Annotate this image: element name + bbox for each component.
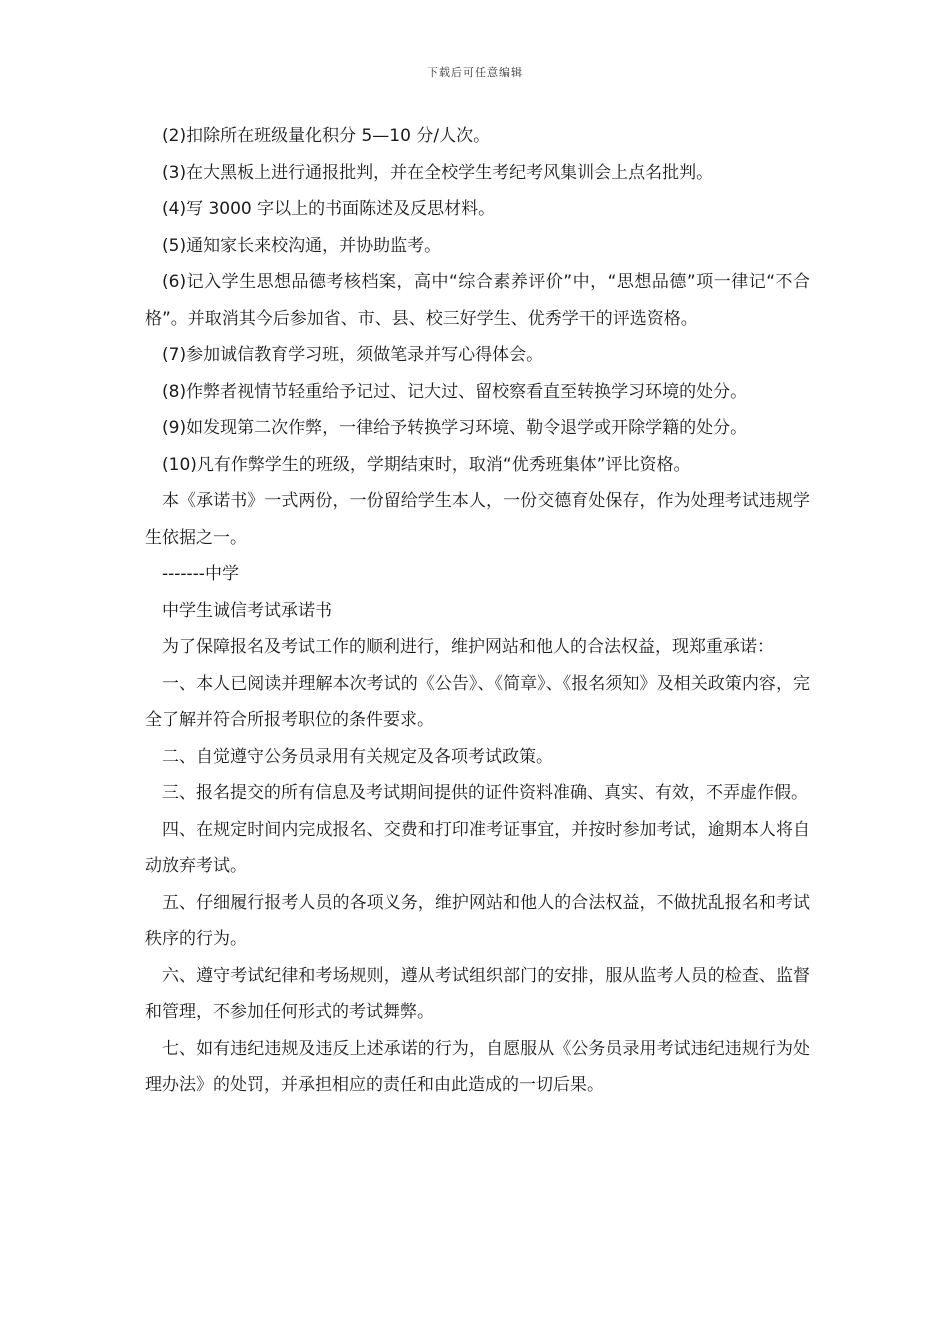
page-header-note: 下载后可任意编辑	[427, 66, 523, 79]
paragraph-item-4: 四、在规定时间内完成报名、交费和打印准考证事宜，并按时参加考试，逾期本人将自动放弃考试。	[145, 819, 810, 876]
paragraph-item-2: 二、自觉遵守公务员录用有关规定及各项考试政策。	[162, 746, 553, 767]
paragraph-penalty-5: (5)通知家长来校沟通，并协助监考。	[162, 235, 442, 256]
paragraph-item-5: 五、仔细履行报考人员的各项义务，维护网站和他人的合法权益，不做扰乱报名和考试秩序的行为。	[145, 892, 810, 949]
school-signature: -------中学	[162, 564, 239, 584]
paragraph-item-1: 一、本人已阅读并理解本次考试的《公告》、《简章》、《报名须知》及相关政策内容，完全了解并符合所报考职位的条件要求。	[145, 673, 810, 730]
paragraph-penalty-8: (8)作弊者视情节轻重给予记过、记大过、留校察看直至转换学习环境的处分。	[162, 381, 748, 402]
paragraph-penalty-2: (2)扣除所在班级量化积分 5—10 分/人次。	[162, 126, 491, 146]
paragraph-item-7: 七、如有违纪违规及违反上述承诺的行为，自愿服从《公务员录用考试违纪违规行为处理办法》的处罚，并承担相应的责任和由此造成的一切后果。	[145, 1038, 810, 1095]
paragraph-penalty-7: (7)参加诚信教育学习班，须做笔录并写心得体会。	[162, 345, 544, 365]
paragraph-penalty-6: (6)记入学生思想品德考核档案，高中“综合素养评价”中，“思想品德”项一律记“不合格”。并取消其今后参加省、市、县、校三好学生、优秀学干的评选资格。	[145, 272, 810, 329]
paragraph-penalty-4: (4)写 3000 字以上的书面陈述及反思材料。	[162, 199, 496, 219]
paragraph-copies-note: 本《承诺书》一式两份，一份留给学生本人，一份交德育处保存，作为处理考试违规学生依据之一。	[145, 491, 810, 548]
paragraph-intro: 为了保障报名及考试工作的顺利进行，维护网站和他人的合法权益，现郑重承诺：	[162, 637, 774, 657]
paragraph-item-6: 六、遵守考试纪律和考场规则，遵从考试组织部门的安排，服从监考人员的检查、监督和管理，不参加任何形式的考试舞弊。	[145, 965, 810, 1022]
paragraph-penalty-3: (3)在大黑板上进行通报批判，并在全校学生考纪考风集训会上点名批判。	[162, 162, 714, 183]
paragraph-penalty-9: (9)如发现第二次作弊，一律给予转换学习环境、勒令退学或开除学籍的处分。	[162, 418, 748, 438]
document-body	[145, 118, 810, 1104]
paragraph-item-3: 三、报名提交的所有信息及考试期间提供的证件资料准确、真实、有效，不弄虚作假。	[162, 783, 808, 803]
paragraph-penalty-10: (10)凡有作弊学生的班级，学期结束时，取消“优秀班集体”评比资格。	[162, 454, 691, 475]
document-title: 中学生诚信考试承诺书	[162, 600, 332, 621]
